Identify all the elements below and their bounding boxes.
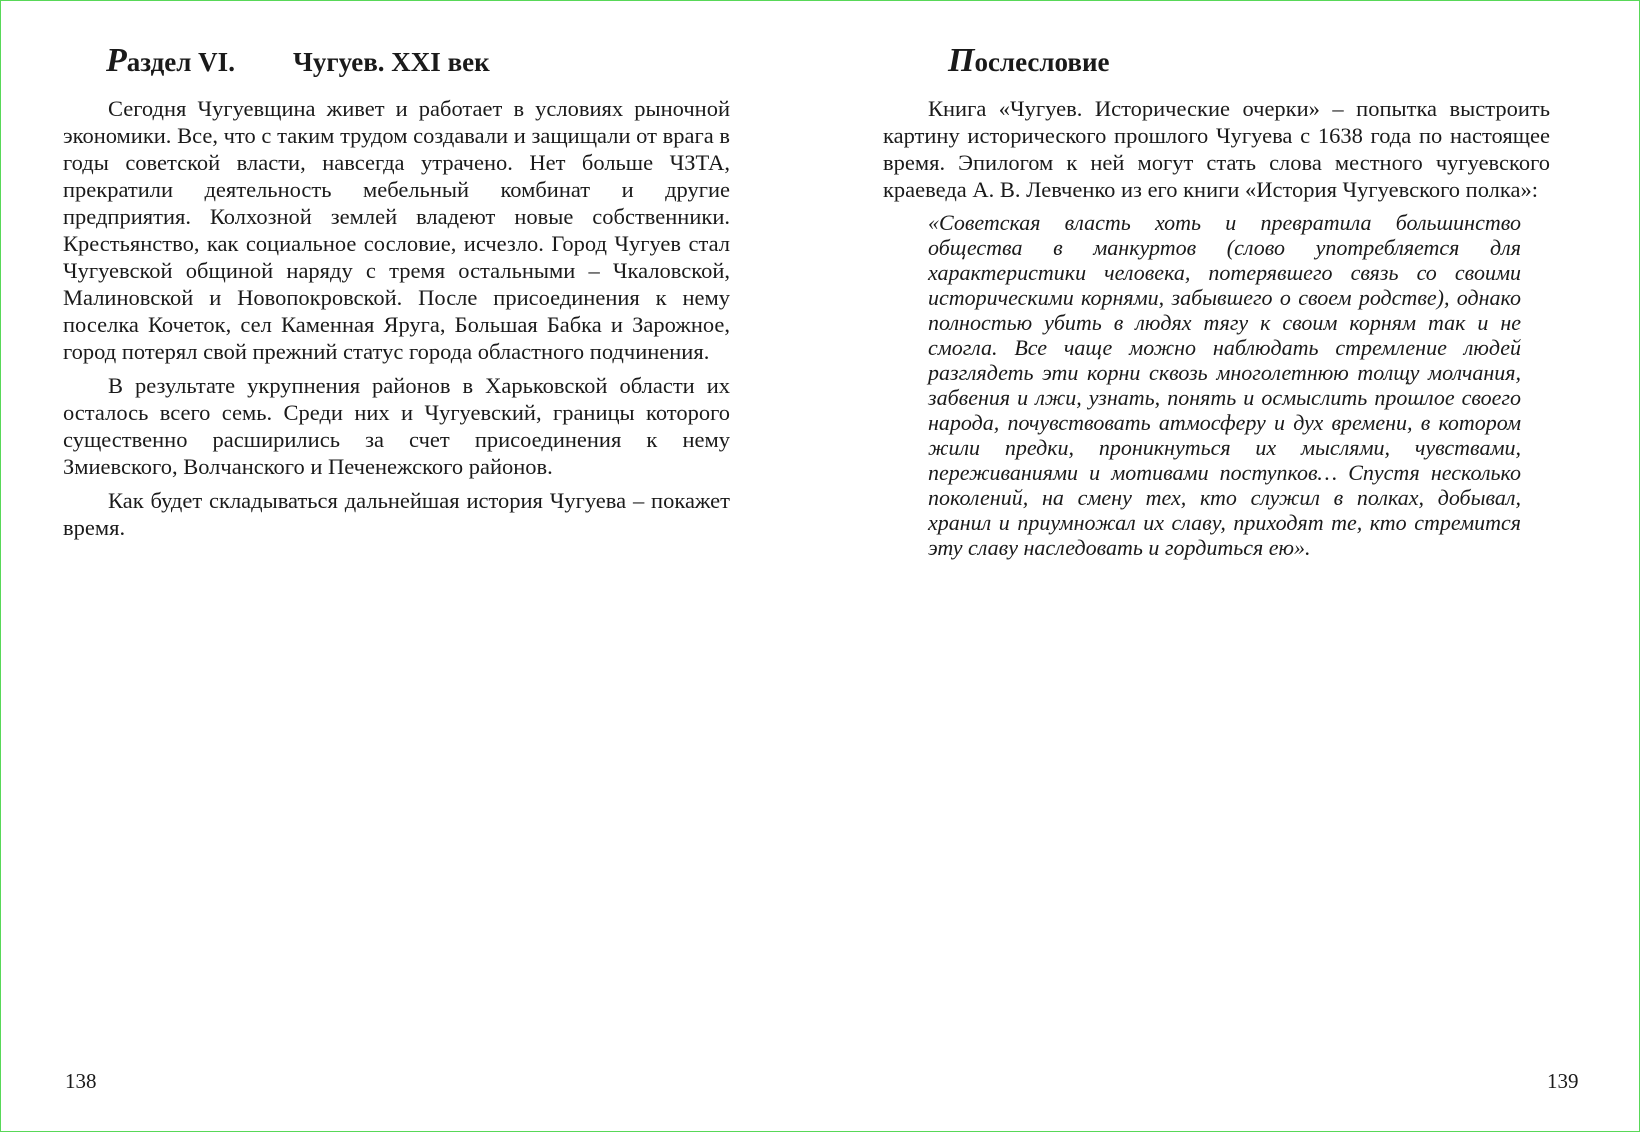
- paragraph-1: Сегодня Чугуевщина живет и работает в условиях рыночной экономики. Все, что с таким трудом создавали и защищали от врага в годы советской власти, навсегда утрачено. Нет больше ЧЗТА, прекратили деятельность мебельный комбинат и другие предприятия. Колхозной землей владеют новые собственники. Крестьянство, как социальное сословие, исчезло. Город Чугуев стал Чугуевской общиной наряду с тремя остальными – Чкаловской, Малиновской и Новопокровской. После присоединения к нему поселка Кочеток, сел Каменная Яруга, Большая Бабка и Зарожное, город потерял свой прежний статус города областного подчинения.: [63, 96, 730, 364]
- right-body-text: [883, 95, 1550, 560]
- section-heading: [106, 41, 490, 82]
- afterword-heading-rest: ослесловие: [974, 47, 1110, 77]
- right-page: [820, 1, 1639, 1131]
- afterword-initial-letter: П: [948, 42, 975, 79]
- afterword-heading: [948, 41, 1109, 82]
- section-initial-letter: Р: [106, 42, 127, 79]
- left-body-text: [63, 95, 730, 548]
- afterword-intro-paragraph: Книга «Чугуев. Исторические очерки» – попытка выстроить картину исторического прошлого Чугуева с 1638 года по настоящее время. Эпилогом к ней могут стать слова местного чугуевского краеведа А. В. Левченко из его книги «История Чугуевского полка»:: [883, 96, 1550, 202]
- page-number-left: 138: [65, 1069, 97, 1093]
- section-label-rest: аздел VI.: [126, 47, 235, 77]
- section-label: [106, 41, 293, 82]
- paragraph-2: В результате укрупнения районов в Харьковской области их осталось всего семь. Среди них и Чугуевский, границы которого существенно расширились за счет присоединения к нему Змиевского, Волчанского и Печенежского районов.: [63, 373, 730, 479]
- paragraph-3: Как будет складываться дальнейшая история Чугуева – покажет время.: [63, 488, 730, 540]
- block-quote: «Советская власть хоть и превратила большинство общества в манкуртов (слово употребляется для характеристики человека, потерявшего связь со своими историческими корнями, забывшего о своем родстве), однако полностью убить в людях тягу к своим корням так и не смогла. Все чаще можно наблюдать стремление людей разглядеть эти корни сквозь многолетнюю толщу молчания, забвения и лжи, узнать, понять и осмыслить прошлое своего народа, почувствовать атмосферу и дух времени, в котором жили предки, проникнуться их мыслями, чувствами, переживаниями и мотивами поступков… Спустя несколько поколений, на смену тех, кто служил в полках, добывал, хранил и приумножал их славу, приходят те, кто стремится эту славу наследовать и гордиться ею».: [928, 210, 1521, 560]
- left-page: [1, 1, 820, 1131]
- section-title: Чугуев. XXI век: [293, 47, 490, 77]
- page-number-right: 139: [1547, 1069, 1579, 1093]
